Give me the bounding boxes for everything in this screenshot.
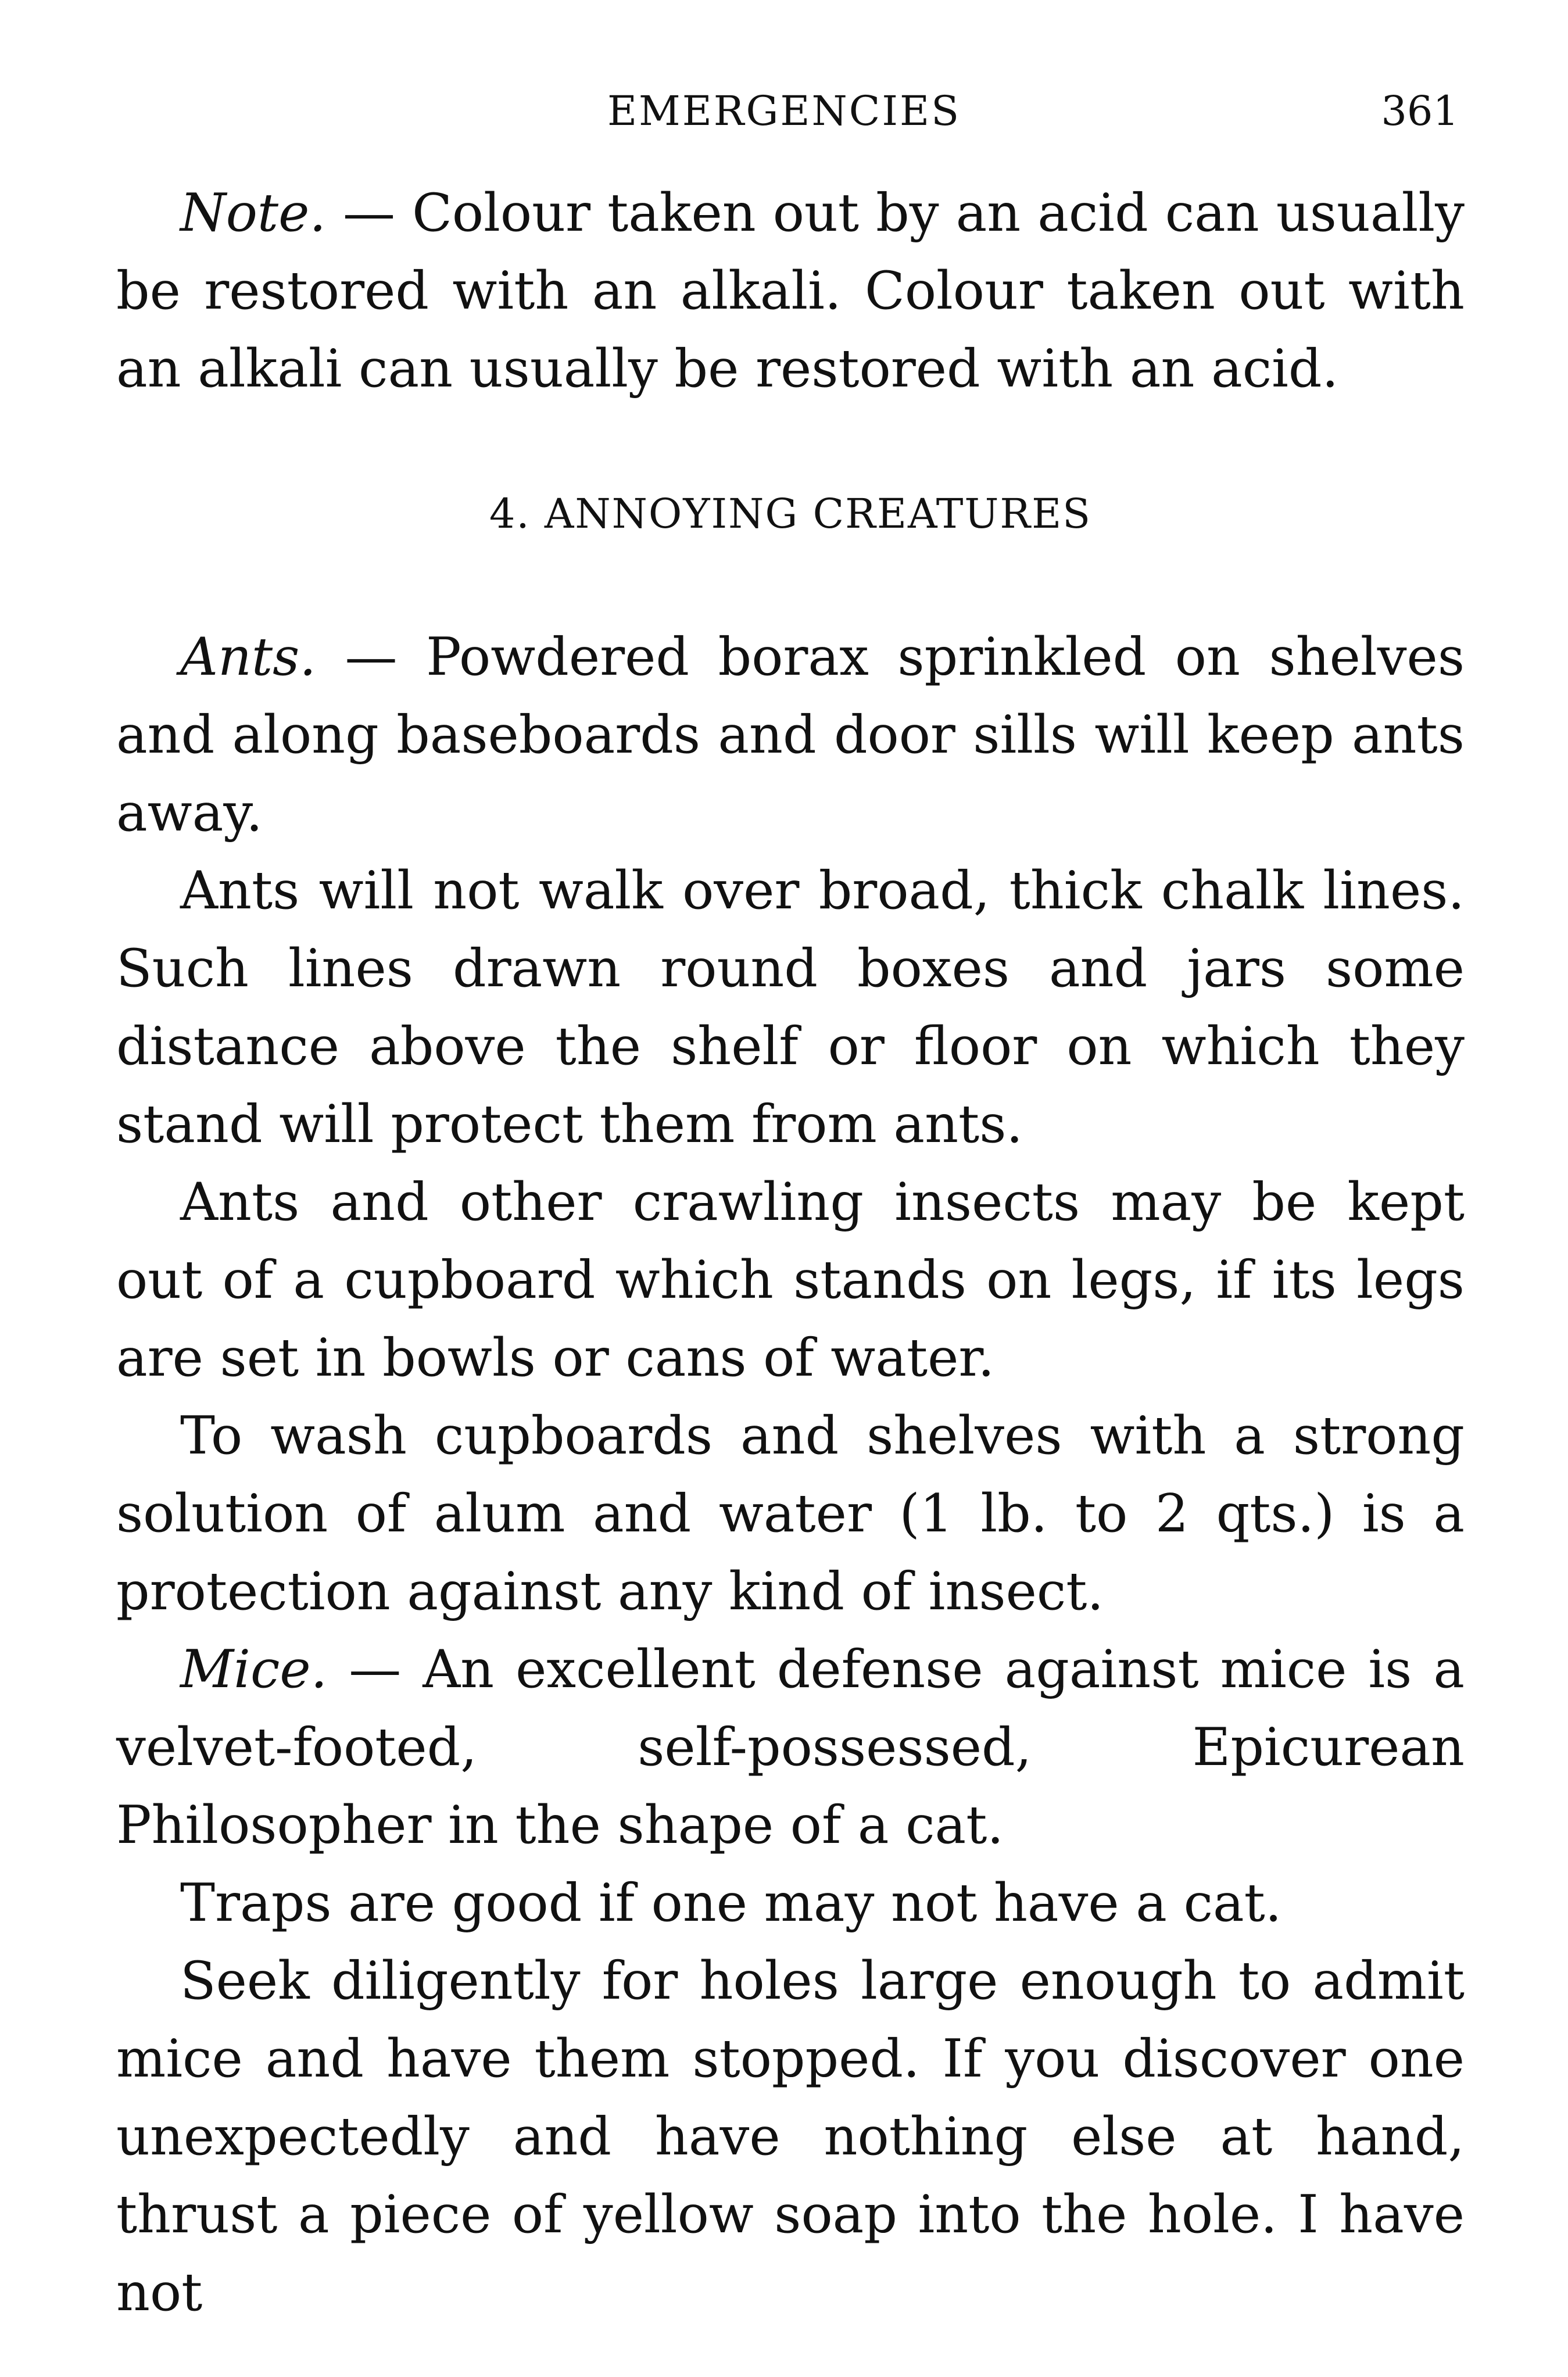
running-title: EMERGENCIES <box>607 87 961 135</box>
section-heading: 4. ANNOYING CREATURES <box>489 490 1092 538</box>
paragraph-traps <box>116 1864 1465 1942</box>
paragraph-text: Ants will not walk over broad, thick chalk lines. Such lines drawn round boxes and jars some distance above the shelf or floor on which they stand will protect them from ants. <box>116 860 1465 1155</box>
running-head <box>0 87 1568 145</box>
paragraph-alum-solution <box>116 1397 1465 1631</box>
text-block <box>116 174 1465 2332</box>
paragraph-lead: Ants. <box>180 627 316 688</box>
paragraph-text: Colour taken out by an acid can usually be restored with an alkali. Colour taken out with an alkali can usually be restored with an acid. <box>116 182 1465 399</box>
paragraph-text: Ants and other crawling insects may be kept out of a cupboard which stands on legs, if its legs are set in bowls or cans of water. <box>116 1172 1465 1388</box>
paragraph-holes <box>116 1942 1465 2332</box>
page-number: 361 <box>1381 87 1459 135</box>
paragraph-text: Powdered borax sprinkled on shelves and along baseboards and door sills will keep ants away. <box>116 627 1465 843</box>
paragraph-note <box>116 174 1465 408</box>
paragraph-ants <box>116 618 1465 852</box>
paragraph-text: Seek diligently for holes large enough to admit mice and have them stopped. If you discover one unexpectedly and have nothing else at hand, thrust a piece of yellow soap into the hole. I have not <box>116 1950 1465 2323</box>
paragraph-lead: Note. <box>180 182 326 244</box>
paragraph-text: To wash cupboards and shelves with a strong solution of alum and water (1 lb. to 2 qts.) is a protection against any kind of insect. <box>116 1405 1465 1622</box>
paragraph-lead: Mice. <box>180 1639 328 1700</box>
paragraph-dash: — <box>316 627 427 688</box>
paragraph-text: An excellent defense against mice is a velvet-footed, self-possessed, Epicurean Philosopher in the shape of a cat. <box>116 1639 1465 1856</box>
paragraph-crawling-insects <box>116 1164 1465 1397</box>
paragraph-dash: — <box>327 1639 423 1700</box>
paragraph-mice <box>116 1631 1465 1864</box>
paragraph-chalk-lines <box>116 852 1465 1164</box>
paragraph-dash: — <box>325 182 413 244</box>
paragraph-text: Traps are good if one may not have a cat. <box>180 1873 1282 1934</box>
